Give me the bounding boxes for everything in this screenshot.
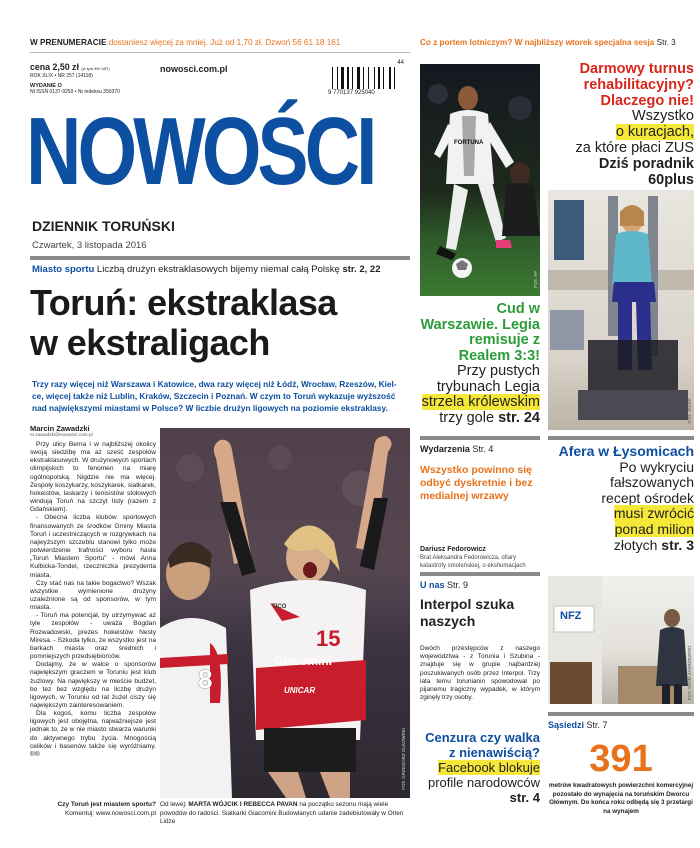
rehab-credit: FOT. JACEK	[687, 398, 692, 424]
neighbors-text: metrów kwadratowych powierzchni komercyjnej pozostało do wynajęcia na toruńskim Dworcu Głównym. Do końca roku odbędą się 3 przetargi na wynajem	[548, 782, 694, 815]
afera-line-e: ponad milion	[614, 520, 694, 537]
logo: NOWOŚCI	[26, 98, 374, 205]
rubric-label: Miasto sportu	[32, 264, 95, 275]
football-line-c: strzela królewskim	[421, 394, 540, 410]
airport-ref: Str. 3	[656, 38, 676, 47]
barcode-digits: 9 770137 925040	[328, 90, 375, 96]
subtitle: DZIENNIK TORUŃSKI	[32, 218, 175, 234]
censorship-line-b: profile narodowców	[427, 775, 540, 790]
afera-headline: Afera w Łysomicach	[558, 443, 694, 459]
article-footer[interactable]	[30, 800, 156, 818]
football-credit: FOT. AP	[533, 271, 538, 288]
barcode-bar	[332, 67, 333, 89]
afera-teaser[interactable]	[548, 444, 694, 553]
football-line-a: Przy pustych	[457, 363, 540, 379]
interpol-ref: Str. 9	[447, 580, 469, 590]
events-person-block	[420, 546, 540, 570]
rehab-line-a: Wszystko	[631, 108, 694, 125]
barcode-bar	[347, 67, 349, 89]
rehab-teaser[interactable]	[548, 62, 694, 188]
article-paragraph: Dodajmy, że w walce o sponsorów największym graczem w Toruniu jest klub żużlowy. Na największy w mieście budżet, bo tez bez względu na liczbę drużyn ligowych, w Toruniu od lat żużel ciszy się największym zainteresowaniem.	[30, 661, 156, 709]
jersey-sponsor: Giacomini	[274, 654, 333, 668]
edition-label: WYDANIE O	[30, 83, 62, 89]
afera-photo	[548, 576, 694, 704]
caption-names: MARTA WÓJCIK I REBECCA PAVAN	[188, 801, 298, 808]
rehab-headline: Darmowy turnus rehabilitacyjny? Dlaczego nie!	[579, 61, 694, 109]
author-email[interactable]: m.zawadzki@nowosci.com.pl	[30, 433, 93, 438]
neighbors-label[interactable]	[548, 720, 608, 730]
main-headline[interactable]	[30, 283, 420, 363]
football-ref: str. 24	[498, 409, 540, 426]
afera-line-b: fałszowanych	[609, 474, 694, 491]
neighbors-divider	[548, 712, 694, 716]
censorship-line-a: Facebook blokuje	[438, 760, 540, 775]
rehab-photo	[548, 190, 694, 430]
caption-text: na początku sezonu mają wiele powodów do radości. Siatkarki Giacomini Budowlanych udanie zadebiutowały w Orlen Lidze	[160, 801, 404, 825]
article-paragraph: Przy ulicy Bema i w najbliższej okolicy swoją siedzibę ma aż sześć zespołów ekstraklasowych. W drużynowych sportach olimpijskich to fenomen na miarę ogólnopolską. Nigdzie nie ma więcej. Zespoły koszykarzy, koszykarek, siatkarek, hokeistów, laskarzy i tenisistów stołowych windują Toruń na szczyt listy (razem z Gdańskiem).	[30, 441, 156, 514]
barcode-bar	[378, 67, 380, 89]
afera-divider	[548, 436, 694, 440]
football-jersey: FORTUNA	[454, 140, 484, 146]
afera-credit: FOT. ADAM ZAKRZEWSKI	[687, 645, 692, 700]
jersey-number-right: 15	[316, 626, 341, 651]
barcode-bar	[368, 67, 369, 89]
barcode-bar	[389, 67, 391, 89]
barcode-bar	[374, 67, 375, 89]
events-person-desc: Brat Aleksandra Fedorowicza, ofiary katastrofy smoleńskiej, o ekshumacjach	[420, 555, 526, 569]
events-section: Wydarzenia	[420, 444, 470, 454]
barcode-bar	[394, 67, 395, 89]
article-footer-question: Czy Toruń jest miastem sportu?	[57, 801, 156, 808]
price-block	[30, 62, 170, 96]
article-paragraph: - Toruń ma potencjał, by utrzymywać aż tyle zespołów - uważa Bogdan Rozwadowski, prezes hokeistów Nesty Miresa. - Szkoda tylko, że wszystko jest na barkach miasta oraz średnich i pomniejszych przedsiębiorców.	[30, 612, 156, 661]
barcode-bar	[363, 67, 364, 89]
caption-prefix: Od lewej:	[160, 801, 187, 808]
masthead-divider	[30, 256, 410, 260]
afera-line-d: musi zwrócić	[613, 505, 694, 522]
afera-ref: str. 3	[661, 536, 694, 553]
article-column	[30, 424, 156, 759]
events-quote: Wszystko powinno się odbyć dyskretnie i bez medialnej wrzawy	[420, 464, 533, 502]
rehab-line-c: za które płaci ZUS	[575, 139, 694, 156]
events-label[interactable]	[420, 444, 493, 454]
rubric-ref: str. 2, 22	[342, 264, 381, 275]
neighbors-section: Sąsiedzi	[548, 720, 585, 730]
rehab-line-b: o kuracjach,	[615, 124, 694, 141]
issue-date: Czwartek, 3 listopada 2016	[32, 240, 147, 251]
football-line-d: trzy gole	[439, 409, 495, 426]
jersey-unicar: UNICAR	[284, 686, 316, 695]
website[interactable]: nowosci.com.pl	[160, 64, 228, 74]
top-divider	[30, 52, 410, 53]
barcode	[328, 60, 404, 98]
article-footer-comment: Komentuj: www.nowosci.com.pl	[64, 810, 156, 817]
price-vat: (w tym 8% VAT)	[81, 66, 110, 71]
jersey-number-left: 8	[198, 664, 213, 694]
barcode-issue: 44	[397, 60, 404, 66]
photo-caption	[160, 801, 410, 827]
barcode-bar	[337, 67, 338, 89]
volleyball-photo	[160, 428, 410, 798]
lede-line-2: ce, więcej także niż Lublin, Kraków, Szczecin i Poznań. W czym to Toruń wykazuje wyższość	[32, 391, 396, 401]
rubric[interactable]	[32, 264, 412, 275]
top-teaser[interactable]	[420, 38, 690, 47]
neighbors-ref: Str. 7	[586, 720, 608, 730]
barcode-bars	[332, 67, 396, 89]
interpol-body: Dwóch przestępców z naszego województwa - z Torunia i Szubina - znajduje się w grupie najbardziej poszukiwanych osób przez Interpol. Trzy lata temu torunianin spowodował po pijanemu tragiczny wypadek, w którym zginęły trzy osoby.	[420, 645, 540, 702]
interpol-headline[interactable]: Interpol szuka naszych	[420, 596, 515, 629]
barcode-bar	[357, 67, 360, 89]
censorship-ref: str. 4	[509, 790, 540, 805]
neighbors-number: 391	[589, 738, 653, 780]
rehab-line-d: Dziś poradnik	[598, 155, 694, 172]
barcode-bar	[352, 67, 353, 89]
rubric-text: Liczbą drużyn ekstraklasowych bijemy niemal całą Polskę	[96, 264, 340, 275]
football-line-b: trybunach Legia	[436, 378, 540, 395]
barcode-bar	[383, 67, 384, 89]
football-teaser[interactable]	[420, 302, 540, 426]
issn-line: NI ISSN 0137-9259 • Nr indeksu 350370	[30, 89, 120, 95]
jersey-tico: TICO	[272, 604, 287, 610]
issue-line: ROK XLIX • NR 257 (14118)	[30, 73, 93, 79]
censorship-teaser[interactable]	[420, 730, 540, 805]
interpol-section: U nas	[420, 580, 445, 590]
censorship-headline: Cenzura czy walka z nienawiścią?	[425, 730, 540, 760]
afera-line-a: Po wykryciu	[619, 458, 694, 475]
afera-line-f: złotych	[613, 536, 658, 553]
interpol-label[interactable]	[420, 580, 468, 590]
events-ref: Str. 4	[472, 444, 494, 454]
photo-credit: FOT. GRZEGORZ OLKOWSKI	[401, 728, 406, 790]
rehab-line-e: 60plus	[648, 171, 694, 188]
top-bar	[30, 38, 410, 47]
barcode-bar	[341, 67, 344, 89]
headline-line-2: w ekstraligach	[30, 322, 270, 363]
events-divider	[420, 436, 540, 440]
author: Marcin Zawadzki	[30, 424, 90, 433]
lede-line-3: nad największymi miastami w Polsce? W liczbie drużyn ligowych na poziomie ekstraklasy.	[32, 403, 388, 413]
events-person: Dariusz Fedorowicz	[420, 546, 486, 553]
interpol-divider	[420, 572, 540, 576]
subscription-text: dostaniesz więcej za mniej. Już od 1,70 zł. Dzwoń 56 61 18 161	[108, 38, 341, 47]
article-paragraph: - Obecna liczba klubów sportowych finansowanych ze środków Gminy Miasta Toruń i uczestniczących w rozgrywkach na najwyższym szczeblu stanowi tylko może potwierdzenie trafności wyboru hasła „Toruń Miastem Sportu” - mówi Anna Kulbicka-Tondel, rzeczniczka prezydenta miasta.	[30, 514, 156, 579]
article-paragraph: Dla kogoś, komu liczba zespołów ligowych jest obojętna, najważniejsze jest jednak to, że w nie miasto stwarza warunki do aktywnego trybu życia. Mnogością celików i basenów także się wyróżniamy. ®®	[30, 710, 156, 758]
article-paragraph: Czy stać nas na takie bogactwo? Wszak wszystkie wymienione drużyny uzależnione są od sponsorów, w tym miasta.	[30, 579, 156, 612]
football-headline: Cud w Warszawie. Legia remisuje z Realem 3:3!	[420, 301, 540, 364]
price: cena 2,50 zł	[30, 62, 79, 72]
nfz-sign: NFZ	[560, 610, 582, 622]
afera-line-c: recept ośrodek	[601, 489, 694, 506]
headline-line-1: Toruń: ekstraklasa	[30, 282, 337, 323]
football-photo	[420, 64, 540, 296]
airport-teaser: Co z portem lotniczym? W najbliższy wtorek specjalna sesja	[420, 38, 655, 47]
lede	[32, 378, 412, 414]
subscription-label: W PRENUMERACIE	[30, 38, 107, 47]
lede-line-1: Trzy razy więcej niż Warszawa i Katowice, dwa razy więcej niż Łódź, Wrocław, Rzeszów, Kiel-	[32, 379, 397, 389]
